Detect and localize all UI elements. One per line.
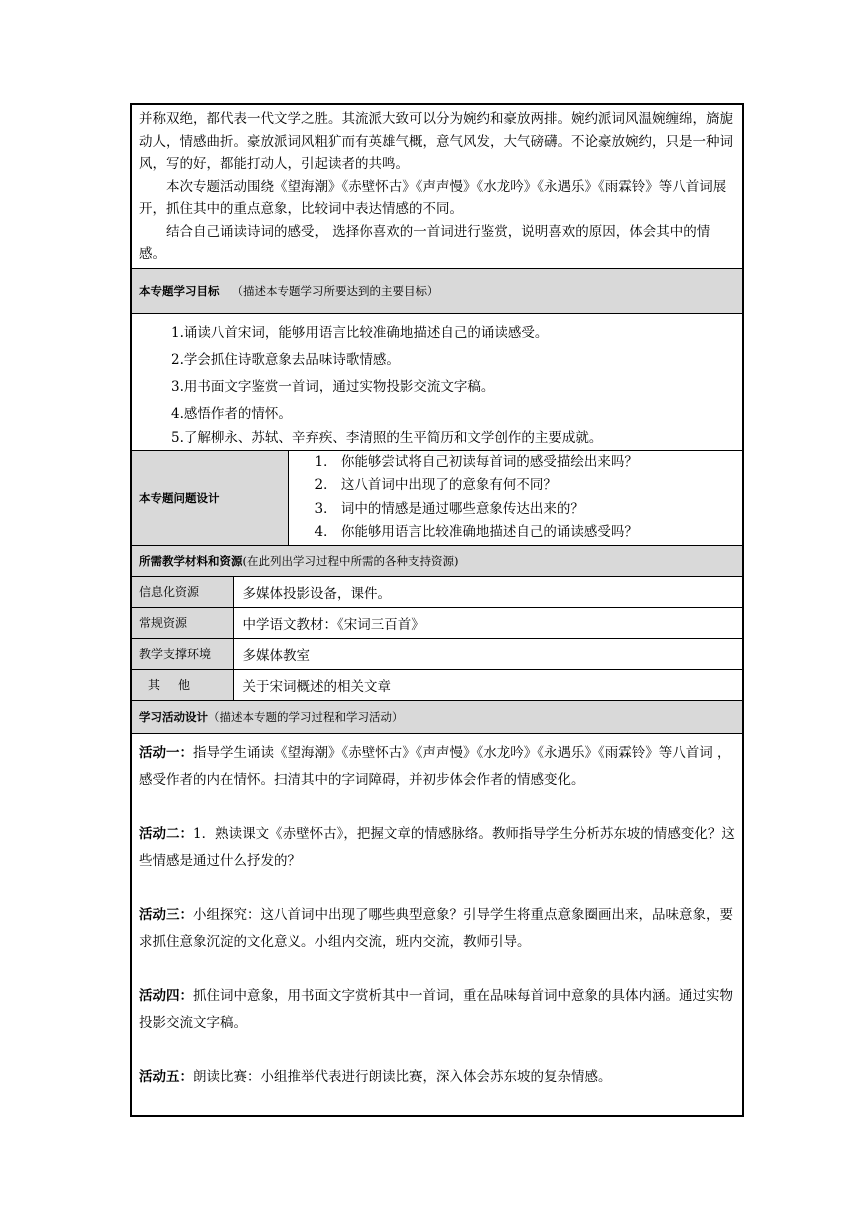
intro-paragraph-1: 并称双绝，都代表一代文学之胜。其流派大致可以分为婉约和豪放两排。婉约派词风温婉缠绵，旖旎动人，情感曲折。豪放派词风粗犷而有英雄气概，意气风发，大气磅礴。不论豪放婉约，只是一种词风，写的好，都能打动人，引起读者的共鸣。 <box>139 111 733 172</box>
intro-cell <box>131 104 743 268</box>
goal-item: 4.感悟作者的情怀。 <box>171 405 292 422</box>
activity-item <box>139 821 736 875</box>
goal-item: 5.了解柳永、苏轼、辛弃疾、李清照的生平简历和文学创作的主要成就。 <box>171 429 603 446</box>
intro-row <box>131 104 743 268</box>
questions-list <box>288 450 743 545</box>
resources-header-row <box>131 545 743 576</box>
resource-value: 中学语文教材：《宋词三百首》 <box>233 607 743 638</box>
question-item: 4． 你能够用语言比较准确地描述自己的诵读感受吗？ <box>314 524 638 540</box>
resource-value: 关于宋词概述的相关文章 <box>233 669 743 700</box>
questions-label: 本专题问题设计 <box>139 490 220 505</box>
activities-header-title: 学习活动设计 <box>139 709 208 724</box>
activity-label: 活动三： <box>139 906 193 923</box>
activity-item <box>139 983 736 1037</box>
resource-row <box>131 669 743 700</box>
activity-item <box>139 740 736 794</box>
activity-label: 活动四： <box>139 987 193 1004</box>
goal-item: 1.诵读八首宋词，能够用语言比较准确地描述自己的诵读感受。 <box>171 324 549 341</box>
resource-value: 多媒体教室 <box>233 638 743 669</box>
activities-row <box>131 733 743 1116</box>
resources-header <box>131 545 743 576</box>
activity-text: 小组探究：这八首词中出现了哪些典型意象？引导学生将重点意象圈画出来，品味意象，要求抓住意象沉淀的文化意义。小组内交流，班内交流，教师引导。 <box>139 906 733 950</box>
question-item: 3． 词中的情感是通过哪些意象传达出来的？ <box>314 500 584 517</box>
intro-paragraph-2: 本次专题活动围绕《望海潮》《赤壁怀古》《声声慢》《水龙吟》《永遇乐》《雨霖铃》等八首词展开，抓住其中的重点意象，比较词中表达情感的不同。 <box>139 178 727 217</box>
resource-row <box>131 607 743 638</box>
goals-header <box>131 268 743 313</box>
resource-row <box>131 638 743 669</box>
activity-label: 活动五： <box>139 1068 193 1085</box>
goals-row <box>131 313 743 450</box>
questions-row <box>131 450 743 545</box>
questions-label-cell <box>131 450 288 545</box>
goals-list <box>131 313 743 450</box>
activity-text: 1．熟读课文《赤壁怀古》，把握文章的情感脉络。教师指导学生分析苏东坡的情感变化？这些情感是通过什么抒发的？ <box>139 825 735 869</box>
goals-header-title: 本专题学习目标 <box>139 283 220 298</box>
resource-label: 教学支撑环境 <box>131 638 233 669</box>
activity-label: 活动二： <box>139 825 193 842</box>
activity-item <box>139 902 736 956</box>
resource-label: 信息化资源 <box>131 576 233 607</box>
intro-paragraph-3: 结合自己诵读诗词的感受， 选择你喜欢的一首词进行鉴赏，说明喜欢的原因，体会其中的情感。 <box>139 223 711 262</box>
activity-text: 指导学生诵读《望海潮》《赤壁怀古》《声声慢》《水龙吟》《永遇乐》《雨霖铃》等八首词 ，感受作者的内在情怀。扫清其中的字词障碍，并初步体会作者的情感变化。 <box>139 744 731 788</box>
activities-list <box>131 733 743 1116</box>
activities-header-note: （描述本专题的学习过程和学习活动） <box>208 709 404 724</box>
question-item: 2． 这八首词中出现了的意象有何不同？ <box>314 477 557 493</box>
activities-header <box>131 700 743 733</box>
resources-header-title: 所需教学材料和资源 <box>139 553 243 568</box>
lesson-plan-page <box>130 103 742 1117</box>
goals-header-row <box>131 268 743 313</box>
activity-text: 朗读比赛：小组推举代表进行朗读比赛，深入体会苏东坡的复杂情感。 <box>193 1068 612 1085</box>
resource-value: 多媒体投影设备，课件。 <box>233 576 743 607</box>
resource-row <box>131 576 743 607</box>
activity-item <box>139 1064 736 1091</box>
resource-label: 其他 <box>131 669 233 700</box>
lesson-plan-table <box>130 103 744 1117</box>
resource-label: 常规资源 <box>131 607 233 638</box>
goals-header-note: （描述本专题学习所要达到的主要目标） <box>231 283 439 298</box>
activity-label: 活动一： <box>139 744 193 761</box>
goal-item: 2.学会抓住诗歌意象去品味诗歌情感。 <box>171 351 400 368</box>
resources-header-note: (在此列出学习过程中所需的各种支持资源) <box>242 553 459 568</box>
question-item: 1． 你能够尝试将自己初读每首词的感受描绘出来吗？ <box>314 453 638 470</box>
activity-text: 抓住词中意象，用书面文字赏析其中一首词，重在品味每首词中意象的具体内涵。通过实物投影交流文字稿。 <box>139 987 733 1031</box>
goal-item: 3.用书面文字鉴赏一首词，通过实物投影交流文字稿。 <box>171 378 495 395</box>
activities-header-row <box>131 700 743 733</box>
